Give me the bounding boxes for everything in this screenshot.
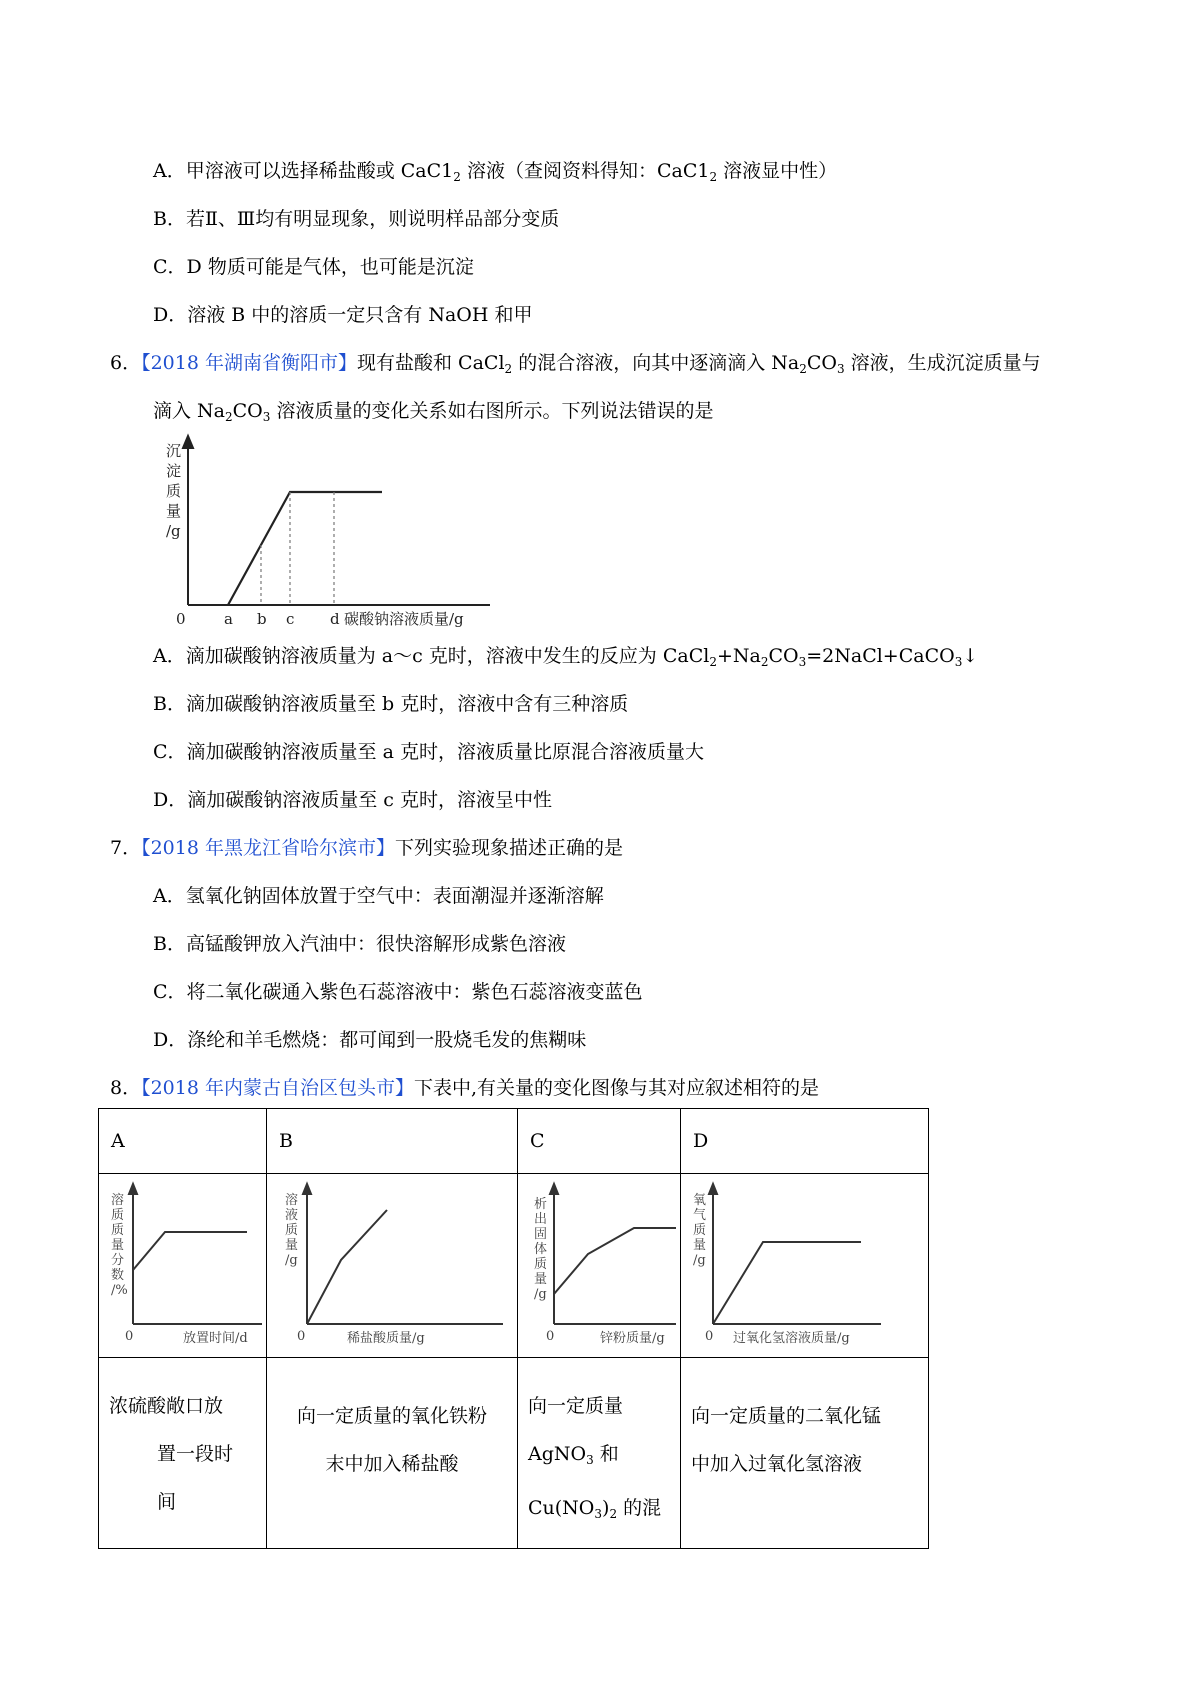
svg-text:质: 质 — [285, 1223, 299, 1238]
origin-label: 0 — [176, 610, 186, 628]
svg-text:液: 液 — [285, 1208, 299, 1223]
source-tag[interactable]: 【2018 年黑龙江省哈尔滨市】 — [141, 837, 395, 859]
header-row — [99, 1109, 929, 1174]
header-c: C — [518, 1109, 681, 1174]
q7-option-b: B．高锰酸钾放入汽油中：很快溶解形成紫色溶液 — [153, 933, 566, 955]
svg-text:氧: 氧 — [693, 1193, 707, 1208]
graph-c-line — [554, 1228, 676, 1294]
x-tick-d: d — [330, 610, 340, 628]
y-label-2: 淀 — [166, 462, 182, 480]
q8-table — [98, 1108, 929, 1549]
svg-text:/%: /% — [111, 1283, 128, 1298]
q5-option-b: B．若Ⅱ、Ⅲ均有明显现象，则说明样品部分变质 — [153, 208, 560, 230]
graph-row — [99, 1174, 929, 1358]
q8-stem: 8．【2018 年内蒙古自治区包头市】下表中,有关量的变化图像与其对应叙述相符的是 — [110, 1077, 820, 1099]
svg-text:质: 质 — [111, 1208, 125, 1223]
svg-text:体: 体 — [534, 1242, 548, 1257]
q7-stem: 7．【2018 年黑龙江省哈尔滨市】下列实验现象描述正确的是 — [110, 837, 624, 859]
q7-option-c: C．将二氧化碳通入紫色石蕊溶液中：紫色石蕊溶液变蓝色 — [153, 981, 643, 1003]
svg-text:过氧化氢溶液质量/g: 过氧化氢溶液质量/g — [733, 1331, 850, 1346]
x-tick-a: a — [224, 610, 233, 628]
q6-stem-line1: 6．【2018 年湖南省衡阳市】现有盐酸和 CaCl$_2$ 的混合溶液，向其中逐滴滴入 $Na_2CO_3$ 溶液，生成沉淀质量与 — [110, 352, 1041, 376]
svg-text:质: 质 — [534, 1257, 548, 1272]
q7-option-d: D．涤纶和羊毛燃烧：都可闻到一股烧毛发的焦糊味 — [153, 1029, 587, 1051]
q6-graph — [150, 430, 510, 630]
graph-d-line — [713, 1242, 861, 1324]
source-tag[interactable]: 【2018 年内蒙古自治区包头市】 — [141, 1077, 414, 1099]
svg-text:放置时间/d: 放置时间/d — [183, 1331, 248, 1346]
y-label-3: 质 — [166, 482, 182, 500]
desc-cell-d: 向一定质量的二氧化锰 中加入过氧化氢溶液 — [681, 1358, 929, 1549]
svg-text:/g: /g — [693, 1253, 706, 1268]
graph-c — [518, 1174, 678, 1350]
graph-d — [681, 1174, 921, 1350]
svg-text:质: 质 — [111, 1223, 125, 1238]
q6-option-c: C．滴加碳酸钠溶液质量至 a 克时，溶液质量比原混合溶液质量大 — [153, 741, 704, 763]
svg-text:0: 0 — [125, 1329, 134, 1344]
graph-cell-b — [267, 1174, 518, 1358]
q6-stem-line2: 滴入 $Na_2CO_3$ 溶液质量的变化关系如右图所示。下列说法错误的是 — [153, 400, 714, 424]
y-label-1: 沉 — [166, 442, 182, 460]
svg-text:/g: /g — [534, 1287, 547, 1302]
y-label-5: /g — [166, 522, 181, 540]
svg-text:析: 析 — [534, 1197, 548, 1212]
graph-cell-d — [681, 1174, 929, 1358]
question-number: 6． — [110, 352, 142, 374]
svg-text:出: 出 — [534, 1212, 548, 1227]
svg-text:锌粉质量/g: 锌粉质量/g — [600, 1331, 665, 1346]
q5-option-c: C．D 物质可能是气体，也可能是沉淀 — [153, 256, 474, 278]
q7-option-a: A．氢氧化钠固体放置于空气中：表面潮湿并逐渐溶解 — [153, 885, 604, 907]
graph-b — [267, 1174, 512, 1350]
q6-option-b: B．滴加碳酸钠溶液质量至 b 克时，溶液中含有三种溶质 — [153, 693, 629, 715]
desc-cell-c: 向一定质量 AgNO$_3$ 和 $Cu(NO_3)_2$ 的混 — [518, 1358, 681, 1549]
header-a: A — [99, 1109, 267, 1174]
desc-cell-a: 浓硫酸敞口放 置一段时 间 — [99, 1358, 267, 1549]
svg-text:量: 量 — [534, 1272, 548, 1287]
svg-text:0: 0 — [546, 1329, 555, 1344]
desc-cell-b: 向一定质量的氧化铁粉 末中加入稀盐酸 — [267, 1358, 518, 1549]
q5-option-a: A．甲溶液可以选择稀盐酸或 $CaC1_2$ 溶液（查阅资料得知：$CaC1_2$ 溶液显中性） — [153, 160, 838, 184]
svg-text:量: 量 — [285, 1238, 299, 1253]
svg-text:0: 0 — [705, 1329, 714, 1344]
q6-option-d: D．滴加碳酸钠溶液质量至 c 克时，溶液呈中性 — [153, 789, 552, 811]
header-b: B — [267, 1109, 518, 1174]
svg-text:分: 分 — [111, 1253, 125, 1268]
graph-a-line — [133, 1232, 247, 1270]
q5-option-d: D．溶液 B 中的溶质一定只含有 NaOH 和甲 — [153, 304, 533, 326]
svg-text:0: 0 — [297, 1329, 306, 1344]
graph-b-line — [307, 1210, 387, 1324]
svg-text:量: 量 — [693, 1238, 707, 1253]
description-row — [99, 1358, 929, 1549]
x-tick-b: b — [257, 610, 267, 628]
graph-a — [99, 1174, 265, 1350]
question-number: 7． — [110, 837, 142, 859]
graph-cell-c — [518, 1174, 681, 1358]
y-label-4: 量 — [166, 502, 182, 520]
q6-option-a: A．滴加碳酸钠溶液质量为 a～c 克时，溶液中发生的反应为 $CaCl_2+Na_2CO_3=2NaCl+CaCO_3↓$ — [153, 645, 979, 669]
question-number: 8． — [110, 1077, 142, 1099]
svg-text:固: 固 — [534, 1227, 548, 1242]
svg-text:量: 量 — [111, 1238, 125, 1253]
svg-text:质: 质 — [693, 1223, 707, 1238]
header-d: D — [681, 1109, 929, 1174]
svg-text:稀盐酸质量/g: 稀盐酸质量/g — [347, 1331, 425, 1346]
svg-text:气: 气 — [693, 1208, 707, 1223]
graph-cell-a — [99, 1174, 267, 1358]
svg-text:数: 数 — [111, 1268, 125, 1283]
x-tick-c: c — [286, 610, 295, 628]
x-label: 碳酸钠溶液质量/g — [344, 610, 464, 628]
svg-text:/g: /g — [285, 1253, 298, 1268]
source-tag[interactable]: 【2018 年湖南省衡阳市】 — [141, 352, 357, 374]
y-axis-arrow — [183, 436, 193, 448]
data-line — [228, 492, 382, 605]
svg-text:溶: 溶 — [285, 1193, 299, 1208]
svg-text:溶: 溶 — [111, 1193, 125, 1208]
